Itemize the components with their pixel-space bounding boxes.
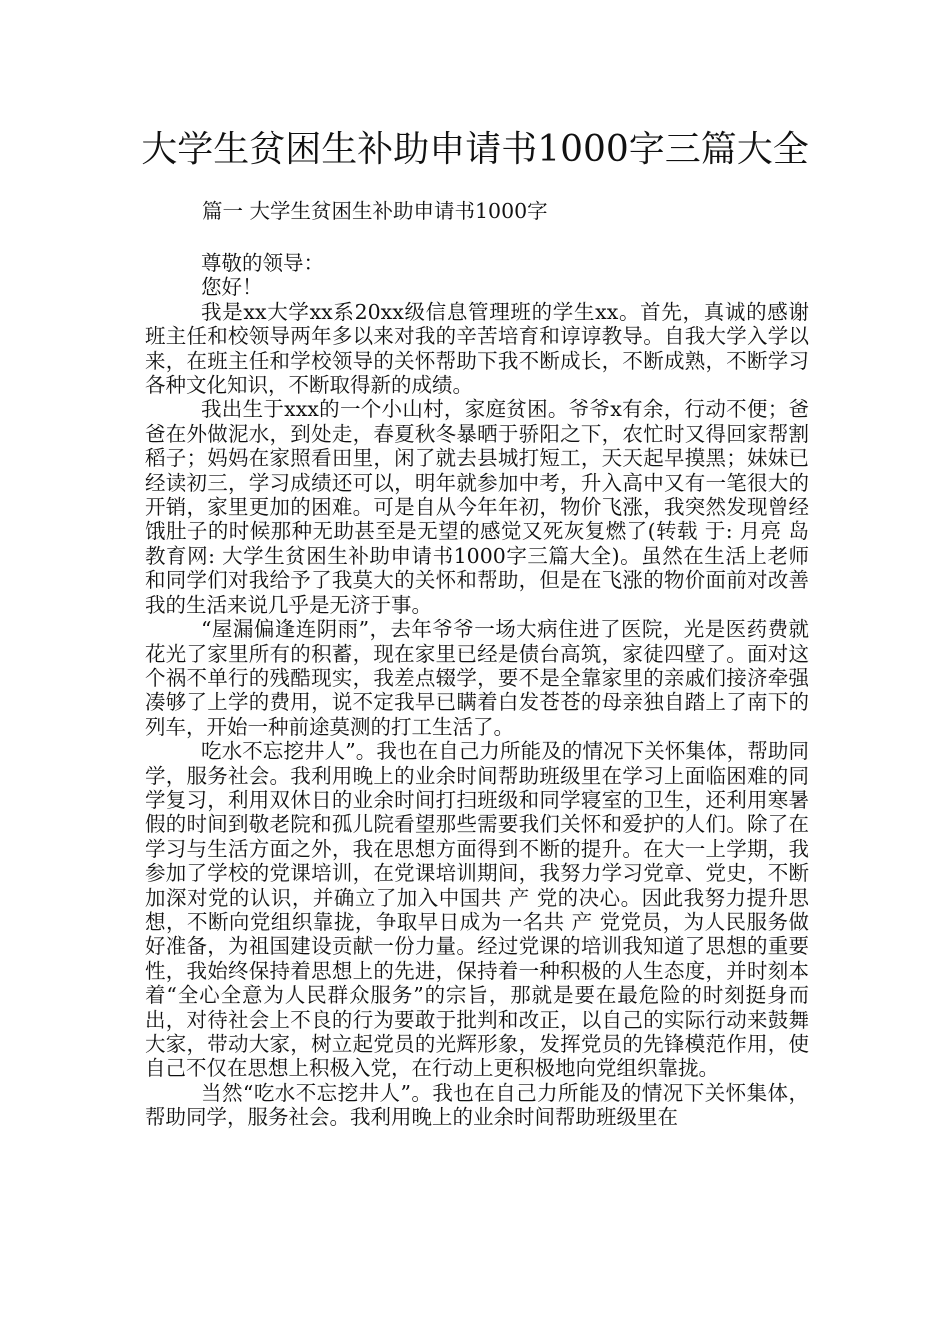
paragraph-introduction: 我是xx大学xx系20xx级信息管理班的学生xx。首先，真诚的感谢班主任和校领导两年多以来对我的辛苦培育和谆谆教导。自我大学入学以来，在班主任和学校领导的关怀帮助下我不断成长，不断成熟，不断学习各种文化知识，不断取得新的成绩。	[145, 299, 809, 398]
paragraph-misfortune: “屋漏偏逢连阴雨”，去年爷爷一场大病住进了医院，光是医药费就花光了家里所有的积蓄，现在家里已经是债台高筑，家徒四壁了。面对这个祸不单行的残酷现实，我差点辍学，要不是全靠家里的亲戚们接济牵强凑够了上学的费用，说不定我早已瞒着白发苍苍的母亲独自踏上了南下的列车，开始一种前途莫测的打工生活了。	[145, 617, 809, 739]
section-heading: 篇一 大学生贫困生补助申请书1000字	[202, 199, 548, 223]
document-title: 大学生贫困生补助申请书1000字三篇大全	[141, 129, 809, 170]
letter-body	[145, 251, 809, 1130]
paragraph-continuation: 当然“吃水不忘挖井人”。我也在自己力所能及的情况下关怀集体，帮助同学，服务社会。我利用晚上的业余时间帮助班级里在	[145, 1080, 809, 1130]
greeting: 您好！	[201, 275, 263, 300]
paragraph-family-background: 我出生于xxx的一个小山村，家庭贫困。爷爷x有余，行动不便；爸爸在外做泥水，到处走，春夏秋冬暴晒于骄阳之下，农忙时又得回家帮割稻子；妈妈在家照看田里，闲了就去县城打短工，天天起早摸黑；妹妹已经读初三，学习成绩还可以，明年就参加中考，升入高中又有一笔很大的开销，家里更加的困难。可是自从今年年初，物价飞涨，我突然发现曾经饿肚子的时候那种无助甚至是无望的感觉又死灰复燃了(转载 于: 月亮 岛教育网: 大学生贫困生补助申请书1000字三篇大全)。虽然在生活上老师和同学们对我给予了我莫大的关怀和帮助，但是在飞涨的物价面前对改善我的生活来说几乎是无济于事。	[145, 397, 809, 617]
salutation: 尊敬的领导：	[201, 251, 324, 275]
paragraph-service-and-ideology: 吃水不忘挖井人”。我也在自己力所能及的情况下关怀集体，帮助同学，服务社会。我利用晚上的业余时间帮助班级里在学习上面临困难的同学复习，利用双休日的业余时间打扫班级和同学寝室的卫生，还利用寒暑假的时间到敬老院和孤儿院看望那些需要我们关怀和爱护的人们。除了在学习与生活方面之外，我在思想方面得到不断的提升。在大一上学期，我参加了学校的党课培训，在党课培训期间，我努力学习党章、党史，不断加深对党的认识，并确立了加入中国共 产 党的决心。因此我努力提升思想，不断向党组织靠拢，争取早日成为一名共 产 党党员，为人民服务做好准备，为祖国建设贡献一份力量。经过党课的培训我知道了思想的重要性，我始终保持着思想上的先进，保持着一种积极的人生态度，并时刻本着“全心全意为人民群众服务”的宗旨，那就是要在最危险的时刻挺身而出，对待社会上不良的行为要敢于批判和改正，以自己的实际行动来鼓舞大家，带动大家，树立起党员的光辉形象，发挥党员的先锋模范作用，使自己不仅在思想上积极入党，在行动上更积极地向党组织靠拢。	[145, 739, 809, 1081]
